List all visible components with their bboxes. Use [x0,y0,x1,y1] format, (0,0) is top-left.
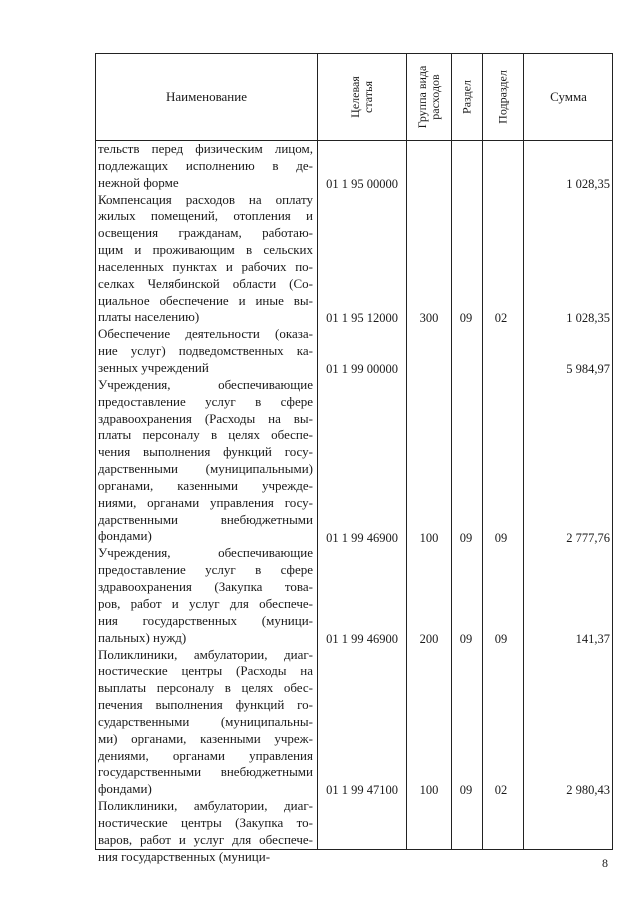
row-name-line: дениями, органами управления [98,747,313,763]
row-group: 300 [419,311,439,326]
row-name [98,798,313,865]
row-name-line: Учреждения, обеспечивающие [98,545,313,561]
table-row [96,192,612,327]
row-name-line: выплаты персоналу в целях обес- [98,680,313,696]
row-name-line: ностические центры (Расходы на [98,663,313,679]
row-name [98,647,313,799]
row-name-line: тельств перед физическим лицом, [98,141,313,156]
row-subsection: 02 [494,783,508,798]
page-number: 8 [602,856,608,870]
row-subsection: 09 [494,631,508,646]
row-name [98,545,313,646]
table-row [96,377,612,546]
row-sum: 1 028,35 [566,311,610,326]
row-name-line: ностические центры (Закупка то- [98,814,313,830]
row-name-line: Поликлиники, амбулатории, диаг- [98,646,313,662]
table-row [96,141,612,192]
row-name-line: Обеспечение деятельности (оказа- [98,326,313,342]
row-sum: 2 777,76 [566,530,610,545]
table-row [96,545,612,646]
row-name-line: Компенсация расходов на оплату [98,191,313,207]
row-name-line: ния государственных (муници- [98,612,313,628]
row-name-line: циальное обеспечение и иные вы- [98,292,313,308]
row-name-line: ров, работ и услуг для обеспече- [98,595,313,611]
row-name-line: зенных учреждений [98,360,209,376]
row-name [98,192,313,327]
header-name: Наименование [166,89,247,104]
header-code-cell [317,54,406,140]
row-group: 200 [419,631,439,646]
row-name-line: фондами) [98,528,152,544]
row-name-line: населенных пунктах и рабочих по- [98,258,313,274]
row-name-line: варов, работ и услуг для обеспече- [98,831,313,847]
table-row [96,798,612,865]
row-name-line: государственными внебюджетными [98,764,313,780]
header-code: Целевая статья [347,76,375,118]
row-group: 100 [419,530,439,545]
header-section: Раздел [459,80,473,114]
row-subsection: 02 [494,311,508,326]
header-group: Группа вида расходов [414,65,442,129]
header-section-cell [451,54,482,140]
row-sum: 5 984,97 [566,362,610,377]
row-name-line: пальных) нужд) [98,629,187,645]
table-row [96,326,612,377]
row-name-line: ниями, органами управления госу- [98,494,313,510]
row-name-line: органами, казенными учрежде- [98,477,313,493]
row-name-line: печения выполнения функций го- [98,697,313,713]
header-group-cell [406,54,451,140]
row-name-line: ние услуг) подведомственных ка- [98,343,313,359]
row-code: 01 1 99 46900 [326,631,398,646]
row-name-line: фондами) [98,781,152,797]
row-name-line: платы персоналу в целях обеспе- [98,427,313,443]
header-subsection-cell [482,54,523,140]
row-name-line: платы населению) [98,309,200,325]
budget-table [95,53,613,864]
row-code: 01 1 99 00000 [326,362,398,377]
row-name-line: дарственными (муниципальными) [98,461,313,477]
row-name-line: здравоохранения (Закупка това- [98,579,313,595]
row-name-line: ния государственных (муници- [98,848,271,864]
row-section: 09 [459,631,473,646]
row-name [98,326,313,377]
row-code: 01 1 99 47100 [326,783,398,798]
row-name-line: освещения гражданам, работаю- [98,225,313,241]
row-name-line: здравоохранения (Расходы на вы- [98,410,313,426]
row-name-line: щим и проживающим в сельских [98,242,313,258]
row-name-line: Поликлиники, амбулатории, диаг- [98,798,313,814]
table-row [96,647,612,799]
row-name [98,141,313,192]
row-section: 09 [459,311,473,326]
row-name-line: Учреждения, обеспечивающие [98,376,313,392]
row-subsection: 09 [494,530,508,545]
row-code: 01 1 95 00000 [326,176,398,191]
row-code: 01 1 99 46900 [326,530,398,545]
row-name-line: чения выполнения функций госу- [98,444,313,460]
row-name-line: селках Челябинской области (Со- [98,275,313,291]
row-sum: 1 028,35 [566,176,610,191]
row-name-line: предоставление услуг в сфере [98,393,313,409]
row-name-line: дарственными внебюджетными [98,511,313,527]
header-sum: Сумма [550,89,587,104]
row-name-line: сударственными (муниципальны- [98,713,313,729]
row-name-line: предоставление услуг в сфере [98,562,313,578]
row-name-line: подлежащих исполнению в де- [98,157,313,173]
row-section: 09 [459,530,473,545]
row-name-line: жилых помещений, отопления и [98,208,313,224]
row-name [98,377,313,545]
row-section: 09 [459,783,473,798]
row-group: 100 [419,783,439,798]
row-code: 01 1 95 12000 [326,311,398,326]
row-name-line: ми) органами, казенными учреж- [98,730,313,746]
row-sum: 2 980,43 [566,783,610,798]
row-sum: 141,37 [575,631,610,646]
header-subsection: Подраздел [495,70,509,124]
row-name-line: нежной форме [98,174,179,190]
